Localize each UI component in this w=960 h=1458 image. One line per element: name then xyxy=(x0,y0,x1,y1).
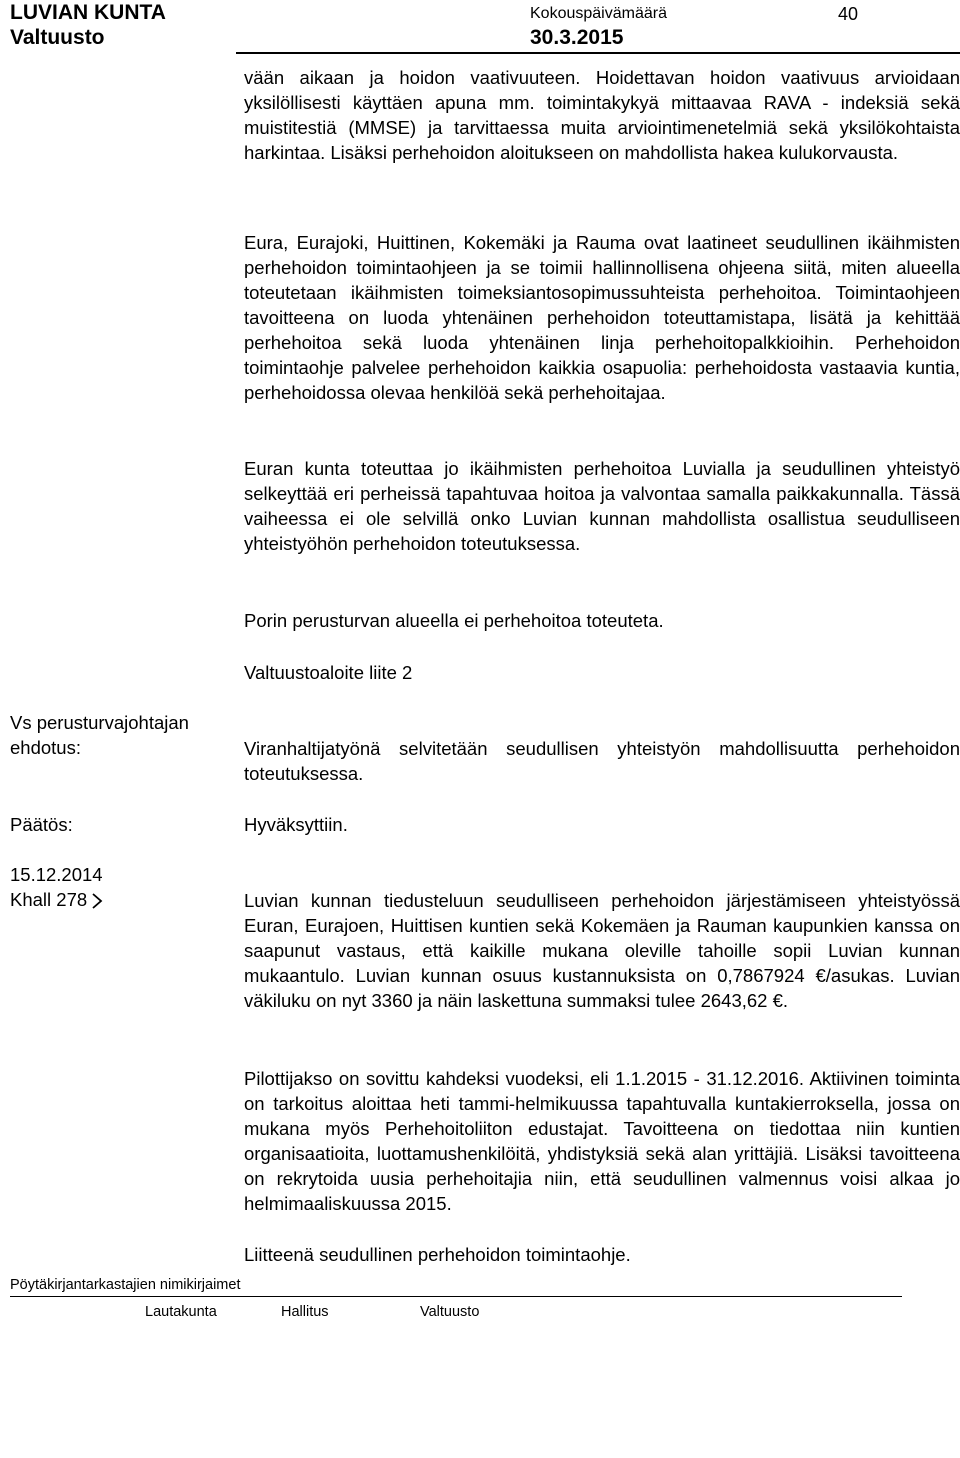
header-divider xyxy=(236,52,960,54)
attachment-reference: Valtuustoaloite liite 2 xyxy=(244,662,413,683)
meeting-reference xyxy=(10,887,235,912)
paragraph-inquiry-response: Luvian kunnan tiedusteluun seudulliseen perhehoidon järjestämiseen yhteistyössä Euran, Eurajoen, Huittisen kuntien sekä Kokemäen ja Rauman kaupunkien kanssa on saapunut vastaus, että kaikille mukana oleville tahoille sopii Luvian kunnan mukaantulo. Luvian kunnan osuus kustannuksista on 0,7867924 €/asukas. Luvian väkiluku on nyt 3360 ja näin laskettuna summaksi tulee 2643,62 €. xyxy=(244,890,960,1011)
meeting-date: 30.3.2015 xyxy=(530,26,624,49)
page-number: 40 xyxy=(838,4,859,24)
footer-divider xyxy=(10,1296,902,1297)
attachment-note: Liitteenä seudullinen perhehoidon toimintaohje. xyxy=(244,1244,631,1265)
governing-body: Valtuusto xyxy=(10,26,105,49)
decision-label: Päätös: xyxy=(10,814,73,835)
paragraph-regional-guideline: Eura, Eurajoki, Huittinen, Kokemäki ja Rauma ovat laatineet seudullinen ikäihmisten perhehoidon toimintaohjeen ja se toimii hallinnollisena ohjeena siitä, miten alueella toteutetaan ikäihmisten toimeksiantosopimussuhteista perhehoitoa. Toimintaohjeen tavoitteena on luoda yhtenäinen perhehoidon toteuttamistapa, lisätä ja kehittää perhehoitoa sekä luoda yhtenäinen linja perhehoitopalkkioihin. Perhehoidon toimintaohje palvelee perhehoidon kaikkia osapuolia: perhehoidosta vastaavia kuntia, perhehoidossa olevaa henkilöä sekä perhehoitajaa. xyxy=(244,232,960,403)
footer-label-board: Lautakunta xyxy=(145,1304,217,1320)
meeting-date-side: 15.12.2014 xyxy=(10,864,103,885)
proposal-text: Viranhaltijatyönä selvitetään seudullisen yhteistyön mahdollisuutta perhehoidon toteutuksessa. xyxy=(244,738,960,784)
footer-label-council: Valtuusto xyxy=(420,1304,480,1320)
organization-name: LUVIAN KUNTA xyxy=(10,1,166,24)
paragraph-care-assessment: vään aikaan ja hoidon vaativuuteen. Hoidettavan hoidon vaativuus arvioidaan yksilöllisesti käyttäen apuna mm. toimintakykyä mittaavaa RAVA - indeksiä sekä muistitestiä (MMSE) ja tarvittaessa muita arviointimenetelmiä sekä yksilökohtaista harkintaa. Lisäksi perhehoidon aloitukseen on mahdollista hakea kulukorvausta. xyxy=(244,67,960,163)
meeting-reference-text: Khall 278 xyxy=(10,889,88,910)
decision-text: Hyväksyttiin. xyxy=(244,814,348,835)
meeting-date-label: Kokouspäivämäärä xyxy=(530,5,667,22)
footer-label-government: Hallitus xyxy=(281,1304,329,1320)
reviewers-initials-caption: Pöytäkirjantarkastajien nimikirjaimet xyxy=(10,1277,241,1293)
proposal-label: Vs perusturvajohtajan ehdotus: xyxy=(10,712,189,758)
arrow-right-icon xyxy=(91,891,104,911)
paragraph-pori-region: Porin perusturvan alueella ei perhehoitoa toteuteta. xyxy=(244,610,664,631)
paragraph-pilot-period: Pilottijakso on sovittu kahdeksi vuodeksi, eli 1.1.2015 - 31.12.2016. Aktiivinen toiminta on tarkoitus aloittaa heti tammi-helmikuussa tapahtuvalla kuntakierroksella, jossa on mukana myös Perhehoitoliiton edustajat. Tavoitteena on tiedottaa niin kuntien organisaatioita, luottamushenkilöitä, yhdistyksiä sekä alan yrittäjiä. Lisäksi tavoitteena on rekrytoida uusia perhehoitajia niin, että seudullinen valmennus voisi alkaa jo helmimaaliskuussa 2015. xyxy=(244,1068,960,1214)
paragraph-eura-family-care: Euran kunta toteuttaa jo ikäihmisten perhehoitoa Luvialla ja seudullinen yhteistyö selkeyttää eri perheissä tapahtuvaa hoitoa ja valvontaa samalla paikkakunnalla. Tässä vaiheessa ei ole selvillä onko Luvian kunnan mahdollista osallistua seudulliseen yhteistyöhön perhehoidon toteutuksessa. xyxy=(244,458,960,554)
